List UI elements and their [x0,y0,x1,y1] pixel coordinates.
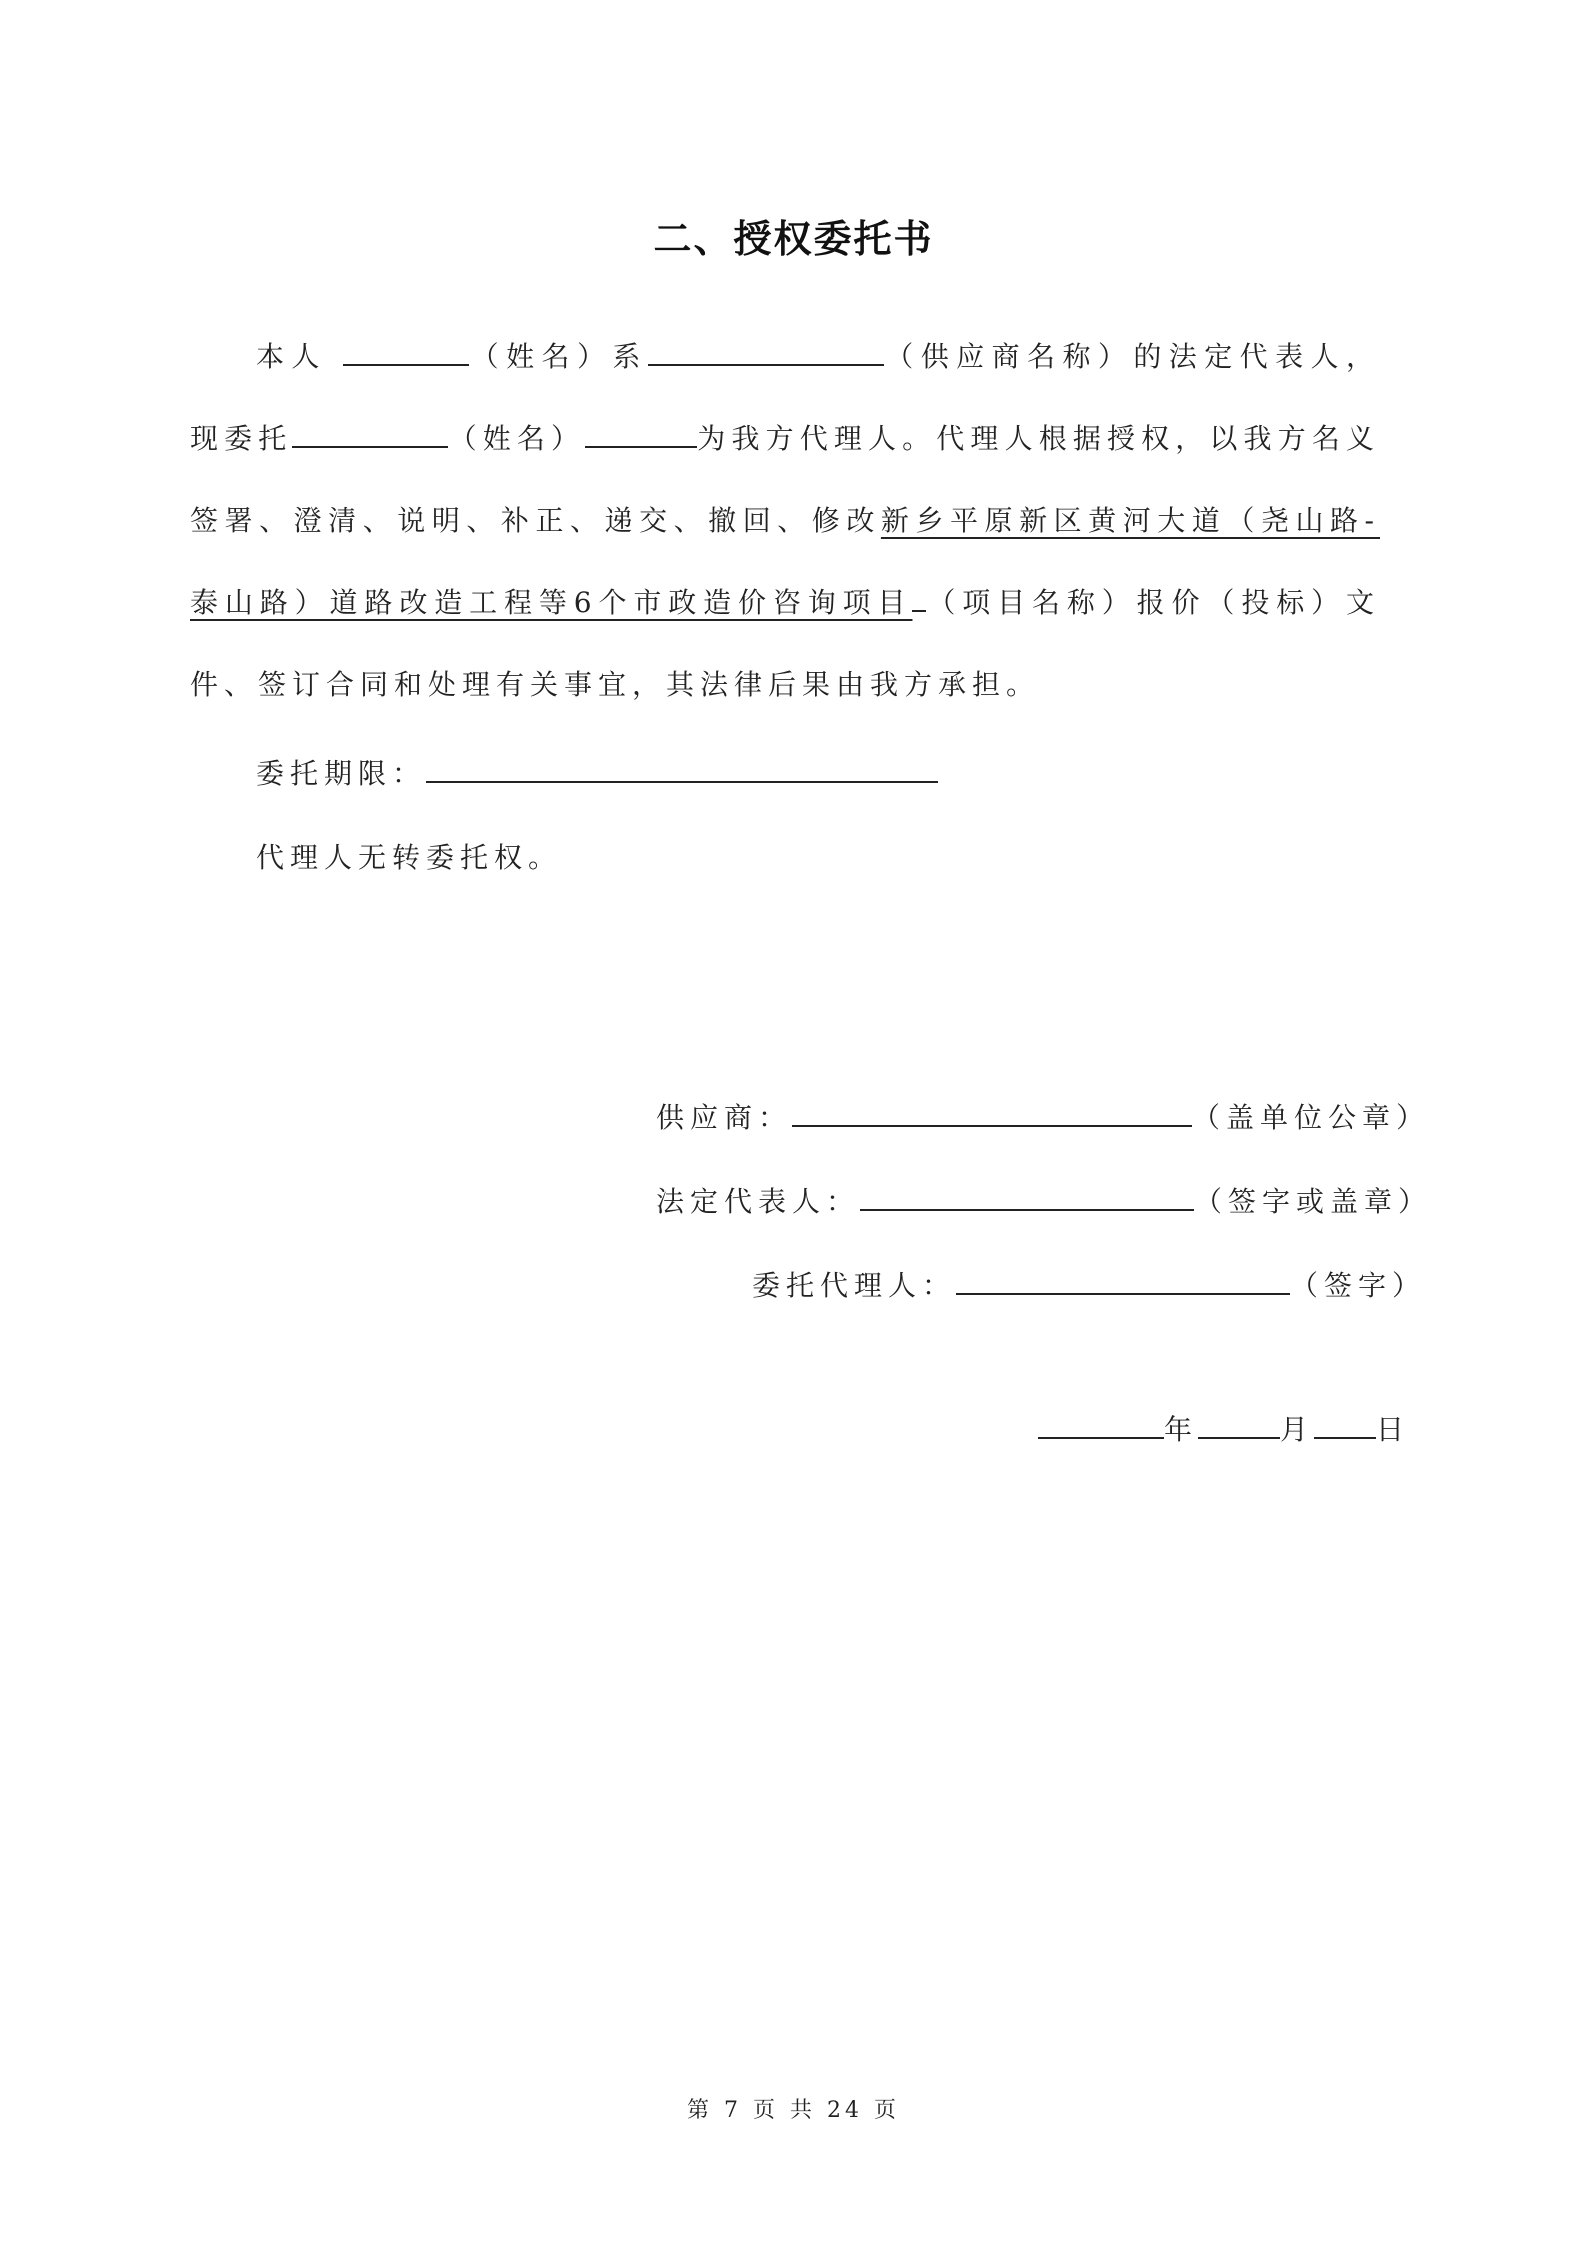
supplier-name-blank[interactable] [648,338,884,366]
agent-name-blank[interactable] [292,420,448,448]
agent-extra-blank[interactable] [585,420,697,448]
year-label: 年 [1164,1413,1199,1446]
footer-post: 页 [874,2098,901,2123]
term-line [256,752,938,792]
legal-rep-blank[interactable] [860,1183,1194,1211]
authorization-paragraph [190,316,1380,726]
text-benren: 本人 [256,340,327,373]
day-blank[interactable] [1314,1411,1376,1439]
footer-pre: 第 [686,2098,713,2123]
term-label: 委托期限： [256,757,427,790]
text-consequence: （项目名称）报价（投标）文件、签订合同和处理有关事宜，其法律后果由我方承担。 [190,586,1380,701]
supplier-note: （盖单位公章） [1192,1101,1431,1134]
agent-note: （签字） [1290,1269,1427,1302]
footer-total-pages: 24 [827,2098,863,2123]
footer-mid: 页 共 [753,2098,816,2123]
name-blank[interactable] [343,338,469,366]
legal-rep-note: （签字或盖章） [1194,1185,1433,1218]
text-name: （姓名） [448,422,586,455]
agent-blank[interactable] [956,1267,1290,1295]
month-label: 月 [1280,1413,1315,1446]
supplier-blank[interactable] [792,1099,1192,1127]
agent-signature-line [752,1264,1426,1304]
month-blank[interactable] [1198,1411,1280,1439]
project-name-tail [912,584,926,612]
text-legal-rep: （供应商名称）的法定代表人，现委托 [190,340,1380,455]
project-name: 新乡平原新区黄河大道（尧山路-泰山路）道路改造工程等6个市政造价咨询项目 [190,504,1380,619]
day-label: 日 [1376,1413,1411,1446]
year-blank[interactable] [1038,1411,1164,1439]
footer-page-number: 7 [724,2098,742,2123]
supplier-label: 供应商： [656,1101,793,1134]
no-subdelegation: 代理人无转委托权。 [256,841,563,874]
text-name-xi: （姓名）系 [469,340,648,373]
agent-label: 委托代理人： [752,1269,957,1302]
legal-rep-label: 法定代表人： [656,1185,861,1218]
supplier-signature-line [656,1096,1430,1136]
page-title: 二、授权委托书 [653,217,934,261]
term-blank[interactable] [426,755,938,783]
date-line [1038,1408,1410,1448]
text-authority: 为我方代理人。代理人根据授权，以我方名义签署、澄清、说明、补正、递交、撤回、修改 [190,422,1380,537]
legal-rep-signature-line [656,1180,1432,1220]
page-footer [0,2093,1587,2124]
